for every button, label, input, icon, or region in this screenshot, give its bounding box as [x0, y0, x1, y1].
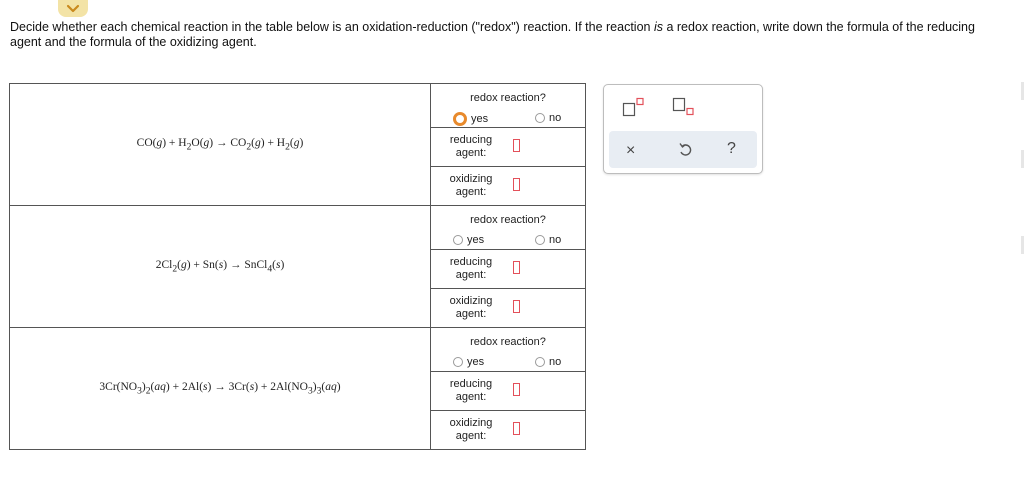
- superscript-button[interactable]: [622, 97, 646, 117]
- oxidizing-agent-row: [431, 288, 585, 327]
- answer-panel: [431, 206, 586, 328]
- reaction-equation-cell: [10, 84, 431, 206]
- redox-yes-option[interactable]: [453, 234, 484, 246]
- oxidizing-agent-input[interactable]: [513, 300, 520, 313]
- reducing-agent-input[interactable]: [513, 383, 520, 396]
- radio-no[interactable]: [535, 357, 545, 367]
- oxidizing-agent-row: [431, 410, 585, 449]
- reducing-agent-row: [431, 249, 585, 288]
- redox-yes-option[interactable]: [453, 112, 488, 126]
- chevron-down-icon: [66, 4, 80, 13]
- radio-no[interactable]: [535, 113, 545, 123]
- oxidizing-agent-label: oxidizing agent:: [449, 173, 493, 198]
- subscript-button[interactable]: [672, 97, 696, 117]
- equation-toolbar: [603, 84, 763, 174]
- reducing-agent-row: [431, 127, 585, 166]
- superscript-icon: [622, 97, 646, 117]
- oxidizing-agent-row: [431, 166, 585, 205]
- help-button[interactable]: [727, 140, 736, 158]
- radio-yes[interactable]: [453, 357, 463, 367]
- yes-label: yes: [467, 356, 485, 368]
- reducing-agent-label: reducing agent:: [449, 378, 493, 403]
- reducing-agent-row: [431, 371, 585, 410]
- instructions-emphasis: is: [653, 20, 663, 34]
- yes-label: yes: [467, 234, 485, 246]
- redox-question-label: redox reaction?: [470, 92, 546, 104]
- instructions-part-1: Decide whether each chemical reaction in the table below is an oxidation-reduction ("redox") reaction. If the reaction: [10, 20, 654, 34]
- instructions-part-2: a redox reaction, write down the formula of the reducing agent and the formula of the oxidizing agent.: [10, 20, 975, 49]
- collapse-tab[interactable]: [58, 0, 88, 17]
- reducing-agent-label: reducing agent:: [449, 256, 493, 281]
- reactions-table: [9, 83, 586, 450]
- redox-question: [431, 84, 585, 127]
- oxidizing-agent-input[interactable]: [513, 422, 520, 435]
- reaction-equation-cell: [10, 206, 431, 328]
- redox-question: [431, 206, 585, 249]
- reducing-agent-input[interactable]: [513, 139, 520, 152]
- redox-no-option[interactable]: [535, 356, 561, 368]
- redox-question-label: redox reaction?: [470, 214, 546, 226]
- clear-button[interactable]: [626, 142, 635, 160]
- oxidizing-agent-label: oxidizing agent:: [449, 295, 493, 320]
- reaction-equation: $CO(g) + H_2O(g) \to CO_2(g) + H_2(g)$: [136, 136, 304, 153]
- undo-icon: [678, 141, 692, 157]
- help-icon: ?: [727, 140, 736, 157]
- oxidizing-agent-label: oxidizing agent:: [449, 417, 493, 442]
- reducing-agent-input[interactable]: [513, 261, 520, 274]
- radio-yes[interactable]: [453, 112, 467, 126]
- reaction-equation-cell: [10, 328, 431, 450]
- reducing-agent-label: reducing agent:: [449, 134, 493, 159]
- radio-no[interactable]: [535, 235, 545, 245]
- no-label: no: [549, 356, 562, 368]
- answer-panel: [431, 328, 586, 450]
- reaction-row: [10, 328, 586, 450]
- redox-question-label: redox reaction?: [470, 336, 546, 348]
- instructions: [10, 20, 1000, 50]
- no-label: no: [549, 112, 562, 124]
- reaction-equation: $3Cr(NO_3)_2(aq) + 2Al(s) \to 3Cr(s) + 2Al(NO_3)_3(aq)$: [99, 380, 341, 397]
- reaction-equation: $2Cl_2(g) + Sn(s)$ → SnCl$_4$(s): [155, 258, 285, 275]
- clear-icon: ×: [626, 142, 636, 159]
- yes-label: yes: [471, 113, 489, 125]
- no-label: no: [549, 234, 562, 246]
- oxidizing-agent-input[interactable]: [513, 178, 520, 191]
- reaction-row: [10, 84, 586, 206]
- answer-panel: [431, 84, 586, 206]
- redox-no-option[interactable]: [535, 112, 561, 124]
- subscript-icon: [672, 97, 696, 117]
- redox-yes-option[interactable]: [453, 356, 484, 368]
- redox-question: [431, 328, 585, 371]
- radio-yes[interactable]: [453, 235, 463, 245]
- undo-button[interactable]: [678, 141, 692, 157]
- reaction-row: [10, 206, 586, 328]
- redox-no-option[interactable]: [535, 234, 561, 246]
